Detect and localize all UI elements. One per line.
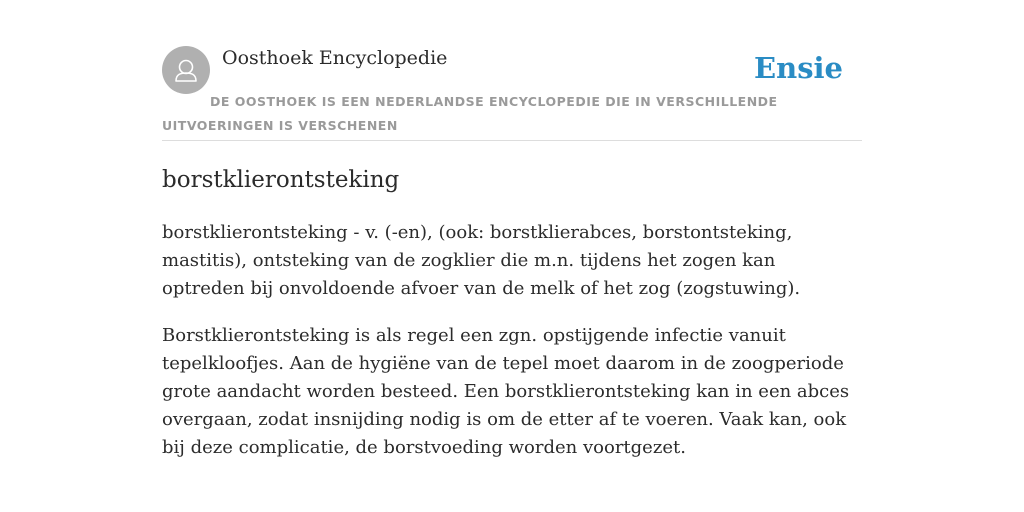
article-paragraph: Borstklierontsteking is als regel een zgn. opstijgende infectie vanuit tepelkloofjes. Aan de hygiëne van de tepel moet daarom in de zoogperiode grote aandacht worden besteed. Een borstklierontsteking kan in een abces overgaan, zodat insnijding nodig is om de etter af te voeren. Vaak kan, ook bij deze complicatie, de borstvoeding worden voortgezet. (162, 325, 850, 458)
article-paragraph: borstklierontsteking - v. (-en), (ook: borstklierabces, borstontsteking, mastitis), ontsteking van de zogklier die m.n. tijdens het zogen kan optreden bij onvoldoende afvoer van de melk of het zog (zogstuwing). (162, 222, 801, 299)
user-icon (162, 46, 210, 94)
page-container (162, 46, 862, 462)
header (162, 46, 862, 141)
site-tagline: DE OOSTHOEK IS EEN NEDERLANDSE ENCYCLOPEDIE DIE IN VERSCHILLENDE UITVOERINGEN IS VERSCHENEN (162, 94, 778, 133)
page-title: borstklierontsteking (162, 167, 400, 193)
avatar[interactable] (162, 46, 210, 94)
brand-logo[interactable]: Ensie (754, 51, 843, 85)
site-title[interactable]: Oosthoek Encyclopedie (222, 47, 448, 69)
